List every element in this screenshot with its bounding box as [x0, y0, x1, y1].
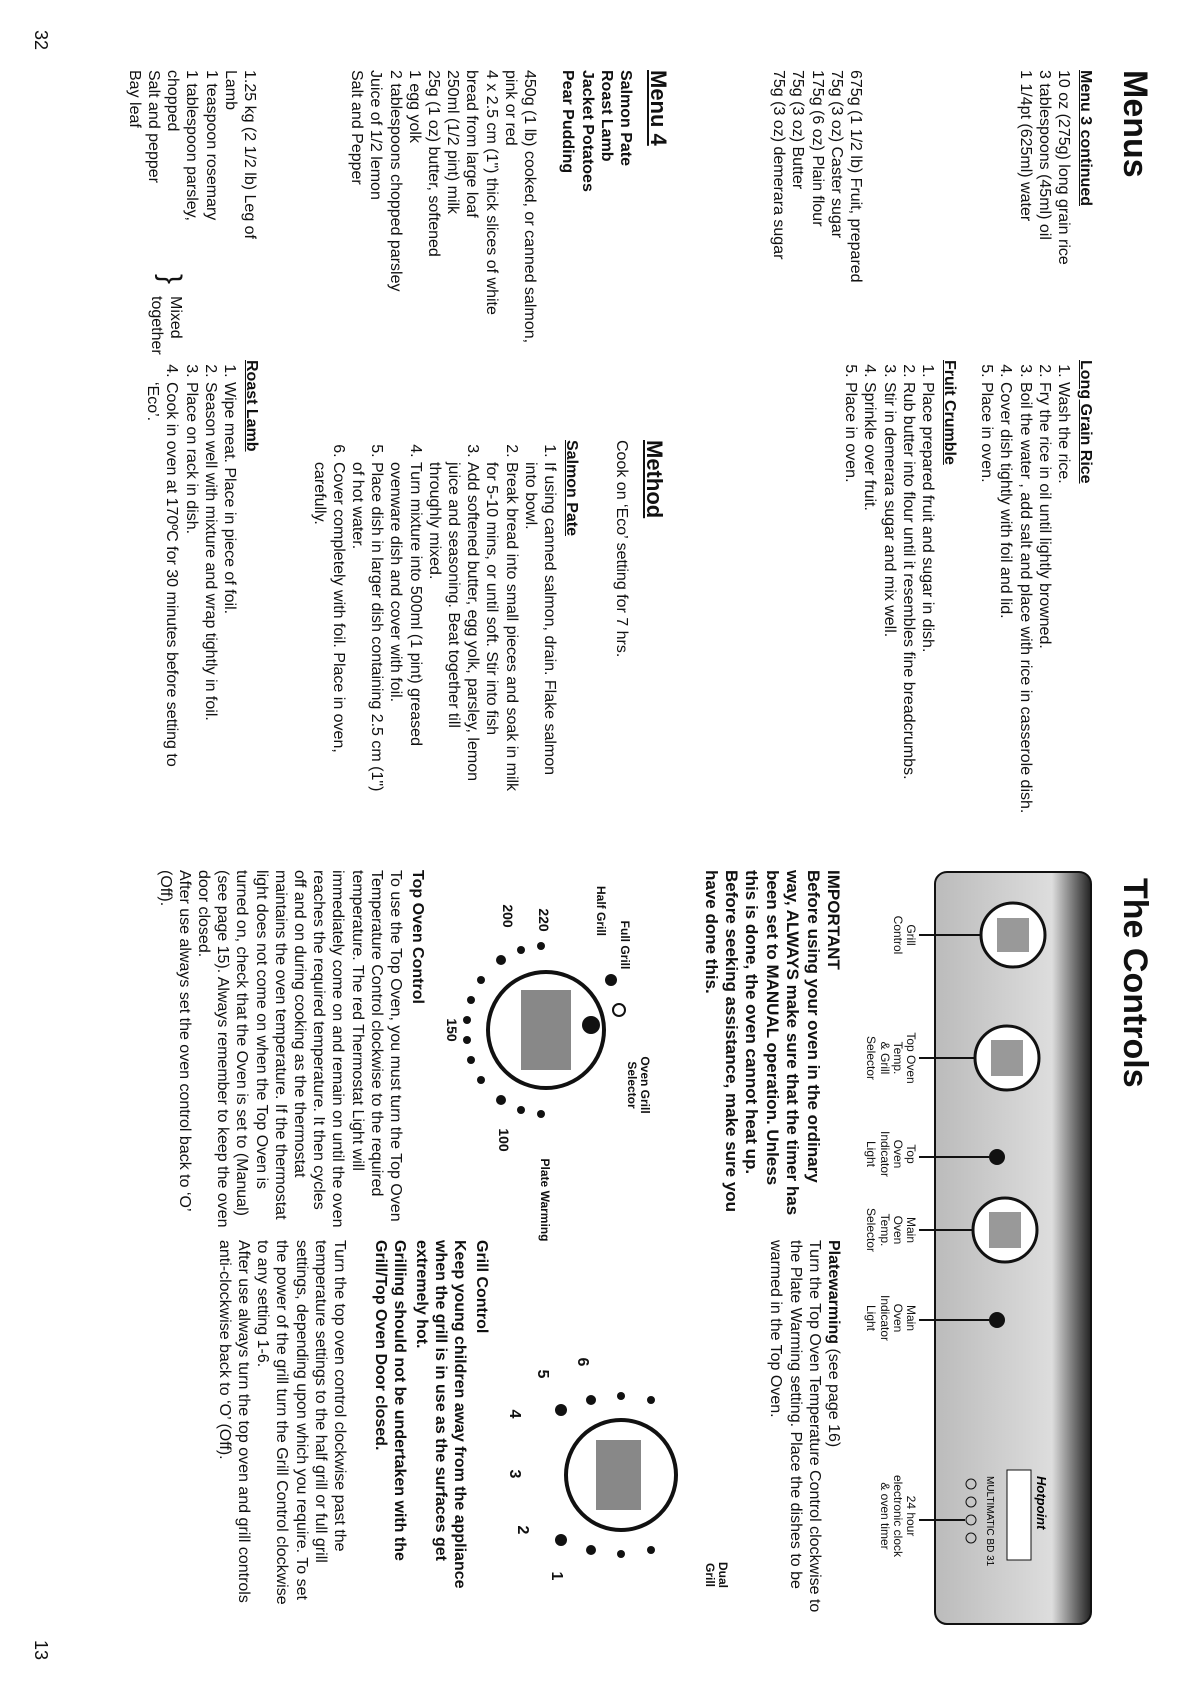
list-item: 3. Stir in demerara sugar and mix well.: [879, 382, 898, 842]
grill-dial-diagram: [531, 1350, 731, 1600]
list-item: 3. Place on rack in dish.: [181, 382, 200, 782]
controls-title: The Controls: [1116, 878, 1154, 1088]
top-oven-light-icon: [989, 1149, 1005, 1165]
lamb-ingredients: 1.25 kg (2 1/2 lb) Leg of Lamb 1 teaspoon rosemary 1 tablespoon parsley, chopped Salt and pepper Bay leaf: [125, 70, 258, 239]
list-item: 1. Wipe meat. Place in piece of foil.: [220, 382, 239, 782]
grill-label-1: 1: [548, 1571, 565, 1581]
crumble-ingredients: 675g (1 1/2 lb) Fruit, prepared 75g (3 oz) Caster sugar 175g (6 oz) Plain flour 75g (3 oz) Butter 75g (3 oz) demerara sugar: [770, 70, 864, 283]
main-oven-knob-icon: [973, 1198, 1037, 1262]
grill-label-dual: Dual Grill: [702, 1561, 730, 1588]
list-item: 4. Turn mixture into 500ml (1 pint) greased ovenware dish and cover with foil.: [386, 462, 424, 792]
grill-label-4: 4: [506, 1409, 523, 1419]
list-item: 2. Season well with mixture and wrap tightly in foil.: [201, 382, 220, 782]
platewarming-text: Turn the Top Oven Temperature Control clockwise to the Plate Warming setting. Place the dishes to be warmed in the Top Oven.: [767, 1240, 823, 1613]
crumble-heading: Fruit Crumble: [941, 360, 958, 465]
dial-label-selector: Oven Grill Selector: [624, 1056, 652, 1114]
full-grill-icon: [605, 974, 617, 986]
grill-dial-icon: [566, 1420, 676, 1530]
main-oven-light-icon: [989, 1312, 1005, 1328]
brand-logo: Hotpoint: [1034, 1476, 1049, 1530]
list-item: 3. Boil the water , add salt and place with rice in casserole dish.: [1015, 382, 1034, 842]
list-item: 4. Cook in oven at 170ºC for 30 minutes before setting to ‘Eco’.: [143, 382, 181, 782]
rice-heading: Long Grain Rice: [1077, 360, 1094, 484]
list-item: 2. Break bread into small pieces and soak in milk for 5-10 mins, or until soft. Stir into fish: [482, 462, 520, 792]
menu4-heading: Menu 4: [646, 70, 671, 146]
dial-label-full-grill: Full Grill: [618, 920, 632, 970]
dial-label-220: 220: [536, 908, 552, 932]
grill-heading: Grill Control: [473, 1240, 490, 1334]
list-item: 3. Add softened butter, egg yolk, parsley, lemon juice and seasoning. Beat together till throughly mixed.: [425, 462, 483, 792]
page-number-left: 32: [31, 30, 51, 51]
brace-icon: }: [154, 274, 187, 285]
model-name: MULTIMATIC BD 31: [984, 1476, 995, 1567]
list-item: 1. If using canned salmon, drain. Flake salmon into bowl.: [521, 462, 559, 792]
rice-ingredients: 10 oz (275g) long grain rice 3 tablespoons (45ml) oil 1 1/4pt (625ml) water: [1016, 70, 1072, 265]
list-item: 2. Fry the rice in oil until lightly browned.: [1035, 382, 1054, 842]
top-oven-heading: Top Oven Control: [409, 870, 426, 1004]
lamb-heading: Roast Lamb: [243, 360, 260, 452]
platewarming-block: [766, 1240, 843, 1620]
grill-label-2: 2: [514, 1525, 531, 1535]
grill-text: Turn the top oven control clockwise past the temperature settings to the half grill or full grill settings, depending upon which you require. To set the power of the grill turn the Grill Control clockwise to any setting 1-6. After use always turn the top oven and grill controls anti-clockwise back to ‘O’ (Off).: [215, 1240, 348, 1605]
method-text: Cook on ‘Eco’ setting for 7 hrs.: [613, 440, 630, 658]
dial-label-half-grill: Half Grill: [594, 885, 608, 936]
grill-label-5: 5: [534, 1369, 551, 1379]
label-top-oven-light: Top Oven Indicator Light: [864, 1130, 918, 1178]
lamb-steps: [143, 360, 239, 782]
label-top-oven-selector: Top Oven Temp. & Grill Selector: [864, 1032, 918, 1084]
dial-label-100: 100: [496, 1128, 512, 1152]
grill-knob-icon: [981, 903, 1045, 967]
list-item: 5. Place dish in larger dish containing 2.5 cm (1") of hot water.: [348, 462, 386, 792]
top-oven-knob-icon: [975, 1026, 1039, 1090]
grill-warning-door: Grilling should not be undertaken with the Grill/Top Oven Door closed.: [371, 1240, 408, 1561]
list-item: 6. Cover completely with foil. Place in oven, carefully.: [310, 462, 348, 792]
rice-steps: [977, 360, 1073, 842]
dial-label-150: 150: [444, 1018, 460, 1042]
page-number-right: 13: [31, 1640, 51, 1661]
top-oven-dial-icon: [488, 972, 604, 1088]
list-item: 4. Cover dish tightly with foil and lid.: [996, 382, 1015, 842]
label-grill-control: Grill Control: [890, 915, 918, 955]
label-main-oven-selector: Main Oven Temp. Selector: [864, 1207, 918, 1253]
list-item: 4. Sprinkle over fruit.: [860, 382, 879, 842]
salmon-heading: Salmon Pate: [563, 440, 580, 537]
clock-display: [1007, 1470, 1031, 1560]
top-oven-text: To use the Top Oven, you must turn the Top Oven Temperature Control clockwise to the required temperature. The red Thermostat Light will immediately come on and remain on until the oven reaches the required temperature. It then cycles off and on during cooking as the thermostat maintains the oven temperature. If the thermostat light does not come on when the Top Oven is turned on, check that the Oven is set to (Manual) (see page 15). Always remember to keep the oven door closed. After use always set the oven control back to ‘O’ (Off).: [156, 870, 404, 1228]
grill-label-3: 3: [506, 1469, 523, 1479]
label-clock-timer: 24 hour electronic clock & oven timer: [877, 1474, 918, 1558]
dial-label-plate-warming: Plate Warming: [538, 1158, 552, 1242]
crumble-steps: [841, 360, 937, 842]
menu4-dishes: Salmon Pate Roast Lamb Jacket Potatoes Pear Pudding: [559, 70, 634, 192]
label-main-oven-light: Main Oven Indicator Light: [864, 1294, 918, 1342]
dial-label-200: 200: [500, 904, 516, 928]
grill-label-6: 6: [574, 1357, 591, 1367]
list-item: 1. Wash the rice.: [1054, 382, 1073, 842]
list-item: 1. Place prepared fruit and sugar in dish.: [918, 382, 937, 842]
menu3-heading: Menu 3 continued: [1077, 70, 1094, 206]
salmon-steps: [310, 440, 559, 792]
platewarming-heading: Platewarming: [825, 1240, 842, 1345]
list-item: 2. Rub butter into flour until it resembles fine breadcrumbs.: [899, 382, 918, 842]
list-item: 5. Place in oven.: [977, 382, 996, 842]
salmon-ingredients: 450g (1 lb) cooked, or canned salmon, pink or red 4 x 2.5 cm (1") thick slices of white bread from large loaf 250ml (1/2 pint) milk 25g (1 oz) butter, softened 1 egg yolk 2 tablespoons chopped parsley Juice of 1/2 lemon Salt and Pepper: [348, 70, 538, 344]
mixed-note: Mixed together: [147, 296, 184, 355]
platewarming-ref: (see page 16): [825, 1344, 842, 1448]
grill-warning: Keep young children away from the appliance when the grill is in use as the surfaces get extremely hot.: [412, 1240, 468, 1589]
important-notice: IMPORTANT Before using your oven in the ordinary way, ALWAYS make sure that the timer has been set to MANUAL operation. Unless this is done, the oven cannot heat up. Before seeking assistance, make sure you have done this.: [701, 870, 843, 1216]
list-item: 5. Place in oven.: [841, 382, 860, 842]
method-heading: Method: [642, 440, 667, 519]
menus-title: Menus: [1116, 70, 1154, 178]
selector-ring-icon: [613, 1004, 625, 1016]
